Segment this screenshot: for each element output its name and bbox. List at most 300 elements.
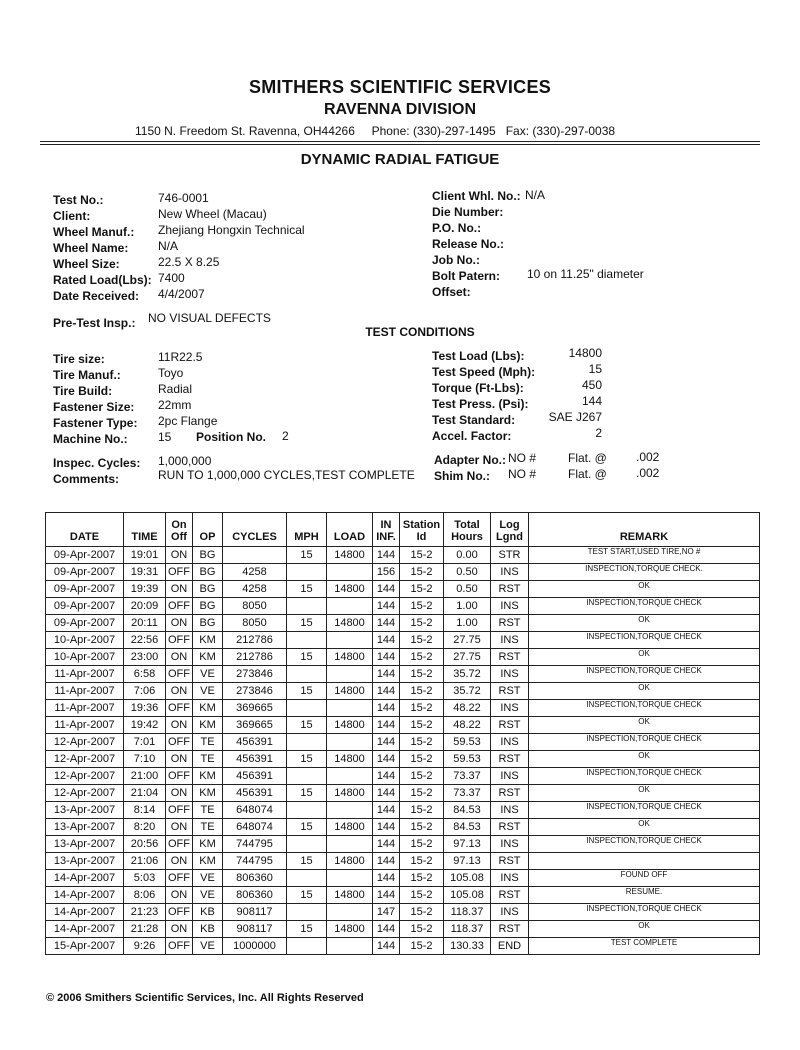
info-label: Date Received: <box>53 289 140 303</box>
table-cell: 13-Apr-2007 <box>46 819 124 836</box>
table-cell: 97.13 <box>444 836 491 853</box>
table-cell <box>287 564 327 581</box>
table-cell: 105.08 <box>444 870 491 887</box>
table-cell: 14800 <box>327 547 373 564</box>
table-cell: RST <box>491 649 529 666</box>
table-cell: 14800 <box>327 921 373 938</box>
table-cell: 144 <box>373 666 400 683</box>
table-cell: INSPECTION,TORQUE CHECK <box>529 598 760 615</box>
table-cell: OFF <box>166 666 193 683</box>
table-row <box>46 598 760 615</box>
cond-label: Tire Manuf.: <box>53 368 121 382</box>
table-cell: INS <box>491 904 529 921</box>
table-cell: RST <box>491 785 529 802</box>
document-title: DYNAMIC RADIAL FATIGUE <box>300 151 500 168</box>
table-cell: 144 <box>373 853 400 870</box>
table-cell: KM <box>193 785 223 802</box>
table-cell: 20:11 <box>124 615 166 632</box>
table-cell: TEST COMPLETE <box>529 938 760 955</box>
table-cell: KB <box>193 904 223 921</box>
division-name: RAVENNA DIVISION <box>323 101 476 118</box>
table-cell: 369665 <box>223 700 287 717</box>
table-cell: 19:39 <box>124 581 166 598</box>
table-cell: INSPECTION,TORQUE CHECK <box>529 802 760 819</box>
column-header: TIME <box>124 513 166 547</box>
table-cell: INSPECTION,TORQUE CHECK <box>529 768 760 785</box>
table-cell: 15 <box>287 853 327 870</box>
table-cell: RESUME. <box>529 887 760 904</box>
table-cell: OFF <box>166 632 193 649</box>
table-cell: 456391 <box>223 751 287 768</box>
table-cell: 144 <box>373 581 400 598</box>
table-cell: 648074 <box>223 802 287 819</box>
table-cell: 15-2 <box>400 683 444 700</box>
table-cell: 118.37 <box>444 921 491 938</box>
table-cell: 744795 <box>223 853 287 870</box>
table-cell: 14800 <box>327 717 373 734</box>
inspec-label: Inspec. Cycles: <box>53 456 141 470</box>
table-cell: 14800 <box>327 615 373 632</box>
table-cell: INS <box>491 768 529 785</box>
table-cell: 15 <box>287 921 327 938</box>
table-cell: 8:06 <box>124 887 166 904</box>
table-cell <box>287 598 327 615</box>
table-cell: ON <box>166 683 193 700</box>
table-cell: 15-2 <box>400 717 444 734</box>
table-cell: 09-Apr-2007 <box>46 581 124 598</box>
table-cell: STR <box>491 547 529 564</box>
table-cell <box>287 904 327 921</box>
cond-label: Fastener Size: <box>53 400 135 414</box>
table-cell: INSPECTION,TORQUE CHECK. <box>529 564 760 581</box>
table-cell: 144 <box>373 734 400 751</box>
table-cell <box>529 853 760 870</box>
table-cell: END <box>491 938 529 955</box>
table-cell <box>327 734 373 751</box>
table-cell: 8:14 <box>124 802 166 819</box>
table-cell: 14-Apr-2007 <box>46 921 124 938</box>
table-cell <box>287 938 327 955</box>
table-cell: 144 <box>373 887 400 904</box>
info-label: Rated Load(Lbs): <box>53 273 152 287</box>
cond-label: Tire Build: <box>53 384 113 398</box>
table-cell: 27.75 <box>444 632 491 649</box>
table-cell: 118.37 <box>444 904 491 921</box>
table-cell: 144 <box>373 921 400 938</box>
table-cell: TE <box>193 734 223 751</box>
table-cell: 15-2 <box>400 632 444 649</box>
table-cell: OFF <box>166 870 193 887</box>
table-cell: 144 <box>373 802 400 819</box>
table-cell: 21:04 <box>124 785 166 802</box>
info-value: 10 on 11.25" diameter <box>527 267 644 281</box>
column-header: Log Lgnd <box>491 513 529 547</box>
shim-flat: Flat. @ <box>568 467 607 481</box>
table-row <box>46 853 760 870</box>
table-cell: KM <box>193 700 223 717</box>
table-cell: 73.37 <box>444 785 491 802</box>
table-cell: KM <box>193 768 223 785</box>
comments-value: RUN TO 1,000,000 CYCLES,TEST COMPLETE <box>158 468 415 482</box>
table-cell: 20:09 <box>124 598 166 615</box>
table-cell: 14800 <box>327 887 373 904</box>
table-cell: 15-2 <box>400 938 444 955</box>
table-cell: RST <box>491 887 529 904</box>
table-cell: 908117 <box>223 904 287 921</box>
table-cell: 147 <box>373 904 400 921</box>
cond-value: 15 <box>158 430 172 444</box>
column-header: IN INF. <box>373 513 400 547</box>
table-cell: 15 <box>287 649 327 666</box>
table-cell: BG <box>193 598 223 615</box>
column-header: CYCLES <box>223 513 287 547</box>
table-cell: OK <box>529 717 760 734</box>
table-cell: 144 <box>373 649 400 666</box>
table-cell: TE <box>193 819 223 836</box>
table-cell: 1000000 <box>223 938 287 955</box>
table-cell: 20:56 <box>124 836 166 853</box>
table-cell: 744795 <box>223 836 287 853</box>
table-cell: 273846 <box>223 683 287 700</box>
info-label: Release No.: <box>432 237 505 251</box>
table-row <box>46 666 760 683</box>
table-cell: 13-Apr-2007 <box>46 853 124 870</box>
table-cell: RST <box>491 751 529 768</box>
adapter-no: NO # <box>508 451 537 465</box>
table-cell: 0.50 <box>444 581 491 598</box>
shim-label: Shim No.: <box>434 469 490 483</box>
table-row <box>46 700 760 717</box>
info-label: Wheel Size: <box>53 257 120 271</box>
table-cell: 456391 <box>223 734 287 751</box>
table-cell: VE <box>193 887 223 904</box>
table-cell: RST <box>491 819 529 836</box>
table-cell <box>287 802 327 819</box>
table-cell: 15 <box>287 887 327 904</box>
table-cell: OK <box>529 615 760 632</box>
table-cell: 15-2 <box>400 853 444 870</box>
table-cell <box>223 547 287 564</box>
table-cell: 09-Apr-2007 <box>46 615 124 632</box>
table-cell: 15-2 <box>400 615 444 632</box>
column-header: MPH <box>287 513 327 547</box>
table-row <box>46 547 760 564</box>
cond-value: 22mm <box>158 398 192 412</box>
cond-value: 14800 <box>568 346 602 360</box>
table-cell: 9:26 <box>124 938 166 955</box>
table-cell: ON <box>166 717 193 734</box>
divider <box>40 144 760 145</box>
info-label: Client Whl. No.: <box>432 189 521 203</box>
table-row <box>46 581 760 598</box>
phone: Phone: (330)-297-1495 <box>371 124 496 138</box>
table-cell: 15 <box>287 785 327 802</box>
fax: Fax: (330)-297-0038 <box>505 124 616 138</box>
table-cell: 11-Apr-2007 <box>46 683 124 700</box>
info-label: Offset: <box>432 285 471 299</box>
table-cell: 15-2 <box>400 768 444 785</box>
info-label: Wheel Manuf.: <box>53 225 135 239</box>
table-cell: 0.50 <box>444 564 491 581</box>
table-row <box>46 921 760 938</box>
table-cell: 156 <box>373 564 400 581</box>
table-cell: ON <box>166 785 193 802</box>
table-cell <box>327 836 373 853</box>
table-cell: 456391 <box>223 785 287 802</box>
table-cell: ON <box>166 887 193 904</box>
table-cell: KM <box>193 632 223 649</box>
table-cell: 806360 <box>223 887 287 904</box>
table-cell: 212786 <box>223 632 287 649</box>
table-cell: OFF <box>166 836 193 853</box>
table-cell: 273846 <box>223 666 287 683</box>
table-cell: 15 <box>287 819 327 836</box>
table-header-row <box>46 513 760 547</box>
table-cell: 144 <box>373 700 400 717</box>
info-value: Zhejiang Hongxin Technical <box>158 223 305 237</box>
table-cell: INS <box>491 734 529 751</box>
adapter-flat: Flat. @ <box>568 451 607 465</box>
table-cell: ON <box>166 819 193 836</box>
table-cell: 84.53 <box>444 802 491 819</box>
table-cell: INSPECTION,TORQUE CHECK <box>529 904 760 921</box>
table-cell: 144 <box>373 768 400 785</box>
table-cell: RST <box>491 853 529 870</box>
table-cell: 15-2 <box>400 836 444 853</box>
table-cell: 144 <box>373 717 400 734</box>
table-cell: INS <box>491 666 529 683</box>
table-cell: 369665 <box>223 717 287 734</box>
table-cell: 806360 <box>223 870 287 887</box>
table-cell: 7:10 <box>124 751 166 768</box>
cond-value: Radial <box>158 382 193 396</box>
table-cell: OFF <box>166 734 193 751</box>
info-value: N/A <box>158 239 179 253</box>
column-header: OP <box>193 513 223 547</box>
table-row <box>46 802 760 819</box>
cond-label: Test Standard: <box>432 413 516 427</box>
table-cell: 15-2 <box>400 700 444 717</box>
table-row <box>46 785 760 802</box>
table-cell: 35.72 <box>444 683 491 700</box>
table-cell: 15 <box>287 717 327 734</box>
test-log-table <box>45 512 760 955</box>
table-cell: VE <box>193 938 223 955</box>
table-cell: 144 <box>373 547 400 564</box>
table-cell: INSPECTION,TORQUE CHECK <box>529 632 760 649</box>
table-cell: OFF <box>166 700 193 717</box>
table-cell: 14800 <box>327 819 373 836</box>
table-row <box>46 615 760 632</box>
table-cell: KM <box>193 836 223 853</box>
table-cell: 8050 <box>223 615 287 632</box>
table-cell: OK <box>529 683 760 700</box>
cond-value: 450 <box>581 378 602 392</box>
cond-value: 144 <box>581 394 602 408</box>
table-cell: 09-Apr-2007 <box>46 547 124 564</box>
table-cell: 21:00 <box>124 768 166 785</box>
company-name: SMITHERS SCIENTIFIC SERVICES <box>248 77 552 97</box>
table-cell: 14800 <box>327 853 373 870</box>
table-row <box>46 870 760 887</box>
table-row <box>46 836 760 853</box>
adapter-value: .002 <box>636 450 660 464</box>
table-cell: BG <box>193 547 223 564</box>
table-cell: INSPECTION,TORQUE CHECK <box>529 836 760 853</box>
table-cell: OK <box>529 819 760 836</box>
table-cell: 13-Apr-2007 <box>46 802 124 819</box>
table-cell: 48.22 <box>444 717 491 734</box>
table-cell: RST <box>491 615 529 632</box>
column-header: Total Hours <box>444 513 491 547</box>
cond-value: 2 <box>595 426 602 440</box>
table-cell: 10-Apr-2007 <box>46 632 124 649</box>
table-cell: OK <box>529 921 760 938</box>
table-cell: 13-Apr-2007 <box>46 836 124 853</box>
table-cell: ON <box>166 751 193 768</box>
table-cell: 15 <box>287 547 327 564</box>
table-row <box>46 904 760 921</box>
table-cell: 21:06 <box>124 853 166 870</box>
info-value: 746-0001 <box>158 191 209 205</box>
copyright: © 2006 Smithers Scientific Services, Inc. All Rights Reserved <box>46 992 364 1004</box>
table-cell: 5:03 <box>124 870 166 887</box>
table-cell <box>287 768 327 785</box>
table-cell: ON <box>166 615 193 632</box>
info-label: Job No.: <box>432 253 480 267</box>
table-cell: RST <box>491 717 529 734</box>
table-cell: 14-Apr-2007 <box>46 887 124 904</box>
table-cell: 15-2 <box>400 649 444 666</box>
cond-value: 15 <box>588 362 602 376</box>
table-cell: ON <box>166 581 193 598</box>
table-row <box>46 632 760 649</box>
table-cell <box>327 870 373 887</box>
table-cell: 35.72 <box>444 666 491 683</box>
table-cell: 09-Apr-2007 <box>46 564 124 581</box>
table-cell: 14800 <box>327 785 373 802</box>
table-cell: TEST START,USED TIRE,NO # <box>529 547 760 564</box>
table-cell: 14800 <box>327 751 373 768</box>
table-cell: 27.75 <box>444 649 491 666</box>
cond-label: Machine No.: <box>53 432 128 446</box>
table-cell: 14800 <box>327 581 373 598</box>
table-cell: TE <box>193 802 223 819</box>
table-cell: 59.53 <box>444 734 491 751</box>
table-row <box>46 564 760 581</box>
table-cell: 144 <box>373 785 400 802</box>
info-label: Client: <box>53 209 91 223</box>
table-cell <box>287 666 327 683</box>
table-cell <box>287 700 327 717</box>
table-cell: 15 <box>287 683 327 700</box>
info-value: New Wheel (Macau) <box>158 207 267 221</box>
table-cell: INSPECTION,TORQUE CHECK <box>529 734 760 751</box>
table-cell: 97.13 <box>444 853 491 870</box>
table-cell <box>327 700 373 717</box>
address-line <box>135 124 615 138</box>
inspec-value: 1,000,000 <box>158 454 212 468</box>
table-cell <box>287 836 327 853</box>
table-cell: KM <box>193 853 223 870</box>
table-cell: 105.08 <box>444 887 491 904</box>
column-header: Station Id <box>400 513 444 547</box>
table-cell: 144 <box>373 598 400 615</box>
table-cell: OFF <box>166 904 193 921</box>
table-cell: 0.00 <box>444 547 491 564</box>
table-cell: 144 <box>373 938 400 955</box>
address: 1150 N. Freedom St. Ravenna, OH44266 <box>135 124 355 138</box>
cond-label: Test Press. (Psi): <box>432 397 529 411</box>
table-cell: 15-2 <box>400 598 444 615</box>
cond-value: 11R22.5 <box>158 350 203 364</box>
info-label: Die Number: <box>432 205 504 219</box>
table-cell: 14-Apr-2007 <box>46 870 124 887</box>
table-cell: 15-2 <box>400 547 444 564</box>
table-cell: 1.00 <box>444 615 491 632</box>
table-cell: OFF <box>166 802 193 819</box>
table-cell: KB <box>193 921 223 938</box>
table-cell: 14-Apr-2007 <box>46 904 124 921</box>
table-cell: 7:01 <box>124 734 166 751</box>
table-cell <box>287 734 327 751</box>
table-cell <box>327 938 373 955</box>
table-cell: 4258 <box>223 564 287 581</box>
table-cell: 15-2 <box>400 666 444 683</box>
table-cell: 15-2 <box>400 581 444 598</box>
table-cell: 19:31 <box>124 564 166 581</box>
cond-label: Accel. Factor: <box>432 429 512 443</box>
table-cell: 144 <box>373 615 400 632</box>
table-cell: 23:00 <box>124 649 166 666</box>
table-cell: 908117 <box>223 921 287 938</box>
table-cell: 84.53 <box>444 819 491 836</box>
table-cell <box>327 632 373 649</box>
column-header: DATE <box>46 513 124 547</box>
table-cell: OK <box>529 751 760 768</box>
table-cell: ON <box>166 853 193 870</box>
table-row <box>46 819 760 836</box>
table-cell: 14800 <box>327 683 373 700</box>
table-cell: VE <box>193 666 223 683</box>
table-cell: 10-Apr-2007 <box>46 649 124 666</box>
table-cell: 456391 <box>223 768 287 785</box>
table-body <box>46 547 760 955</box>
table-cell: INS <box>491 836 529 853</box>
table-cell: 09-Apr-2007 <box>46 598 124 615</box>
table-cell: 212786 <box>223 649 287 666</box>
info-value: 7400 <box>158 271 185 285</box>
table-cell: 144 <box>373 836 400 853</box>
table-cell: 11-Apr-2007 <box>46 700 124 717</box>
cond-value: SAE J267 <box>548 410 602 424</box>
table-cell: 15-2 <box>400 734 444 751</box>
table-cell: INS <box>491 700 529 717</box>
section-title: TEST CONDITIONS <box>365 325 475 339</box>
table-cell: 19:42 <box>124 717 166 734</box>
table-cell: 19:01 <box>124 547 166 564</box>
table-cell: BG <box>193 581 223 598</box>
table-cell: 15-Apr-2007 <box>46 938 124 955</box>
table-cell: 648074 <box>223 819 287 836</box>
table-cell: 19:36 <box>124 700 166 717</box>
table-cell: ON <box>166 649 193 666</box>
table-cell: INS <box>491 632 529 649</box>
shim-value: .002 <box>636 466 660 480</box>
info-label: Bolt Patern: <box>432 269 501 283</box>
table-row <box>46 751 760 768</box>
table-cell: 11-Apr-2007 <box>46 666 124 683</box>
